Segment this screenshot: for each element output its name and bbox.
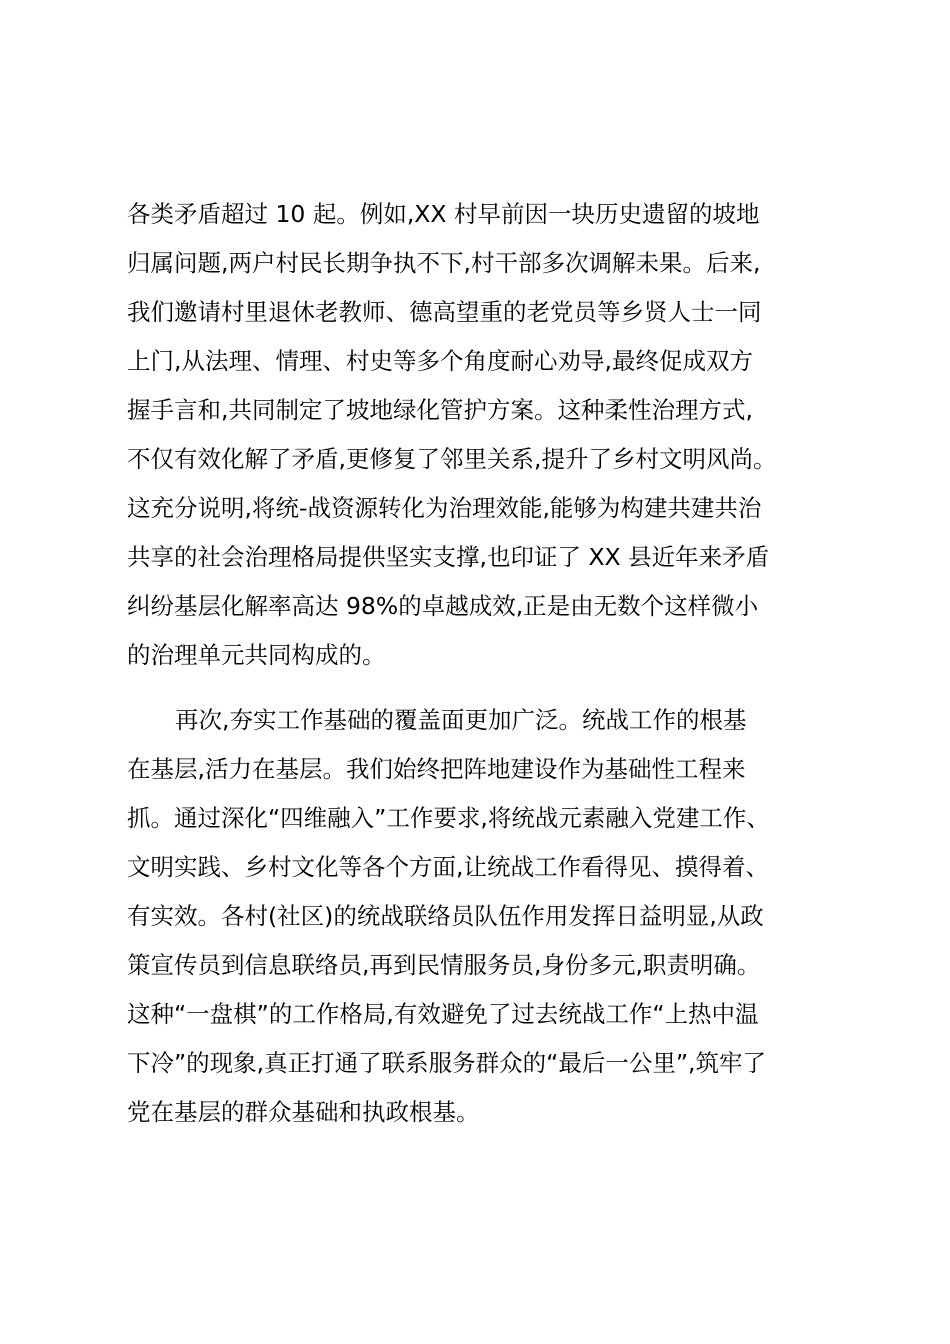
text-line: 在基层,活力在基层。我们始终把阵地建设作为基础性工程来 — [127, 755, 746, 783]
paragraph-1 — [127, 190, 827, 680]
text-line: 文明实践、乡村文化等各个方面,让统战工作看得见、摸得着、 — [127, 853, 769, 881]
text-line: 共享的社会治理格局提供坚实支撑,也印证了 XX 县近年来矛盾 — [127, 543, 770, 571]
text-line: 这种“一盘棋”的工作格局,有效避免了过去统战工作“上热中温 — [127, 1000, 759, 1028]
text-line: 上门,从法理、情理、村史等多个角度耐心劝导,最终促成双方 — [127, 347, 753, 375]
text-line: 握手言和,共同制定了坡地绿化管护方案。这种柔性治理方式, — [127, 396, 753, 424]
text-line: 这充分说明,将统-战资源转化为治理效能,能够为构建共建共治 — [127, 494, 762, 522]
text-line: 策宣传员到信息联络员,再到民情服务员,身份多元,职责明确。 — [127, 951, 761, 979]
paragraph-2 — [127, 696, 827, 1137]
text-line: 归属问题,两户村民长期争执不下,村干部多次调解未果。后来, — [127, 249, 761, 277]
text-line: 纠纷基层化解率高达 98%的卓越成效,正是由无数个这样微小 — [127, 592, 759, 620]
text-line: 抓。通过深化“四维融入”工作要求,将统战元素融入党建工作、 — [127, 804, 770, 832]
text-line: 下冷”的现象,真正打通了联系服务群众的“最后一公里”,筑牢了 — [127, 1049, 766, 1077]
text-line: 再次,夯实工作基础的覆盖面更加广泛。统战工作的根基 — [175, 706, 747, 734]
text-line: 党在基层的群众基础和执政根基。 — [127, 1098, 480, 1126]
text-line: 各类矛盾超过 10 起。例如,XX 村早前因一块历史遗留的坡地 — [127, 200, 760, 228]
text-line: 我们邀请村里退休老教师、德高望重的老党员等乡贤人士一同 — [127, 298, 762, 326]
text-line: 不仅有效化解了矛盾,更修复了邻里关系,提升了乡村文明风尚。 — [127, 445, 777, 473]
text-line: 有实效。各村(社区)的统战联络员队伍作用发挥日益明显,从政 — [127, 902, 764, 930]
text-line: 的治理单元共同构成的。 — [127, 641, 386, 669]
